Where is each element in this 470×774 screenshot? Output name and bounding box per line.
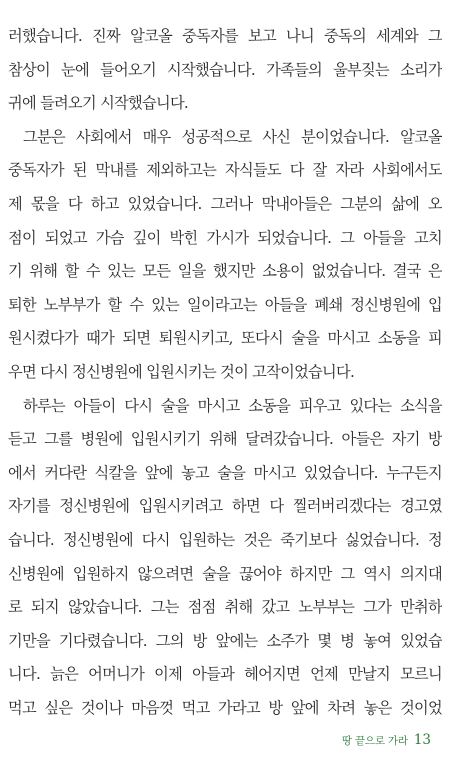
paragraph (8, 390, 442, 726)
text-line: 점이 되었고 가슴 깊이 박힌 가시가 되었습니다. 그 아들을 고치 (8, 228, 442, 247)
text-line: 중독자가 된 막내를 제외하고는 자식들도 다 잘 자라 사회에서도 (8, 161, 442, 180)
text-line: 로 되지 않았습니다. 그는 점점 취해 갔고 노부부는 그가 만취하 (8, 598, 442, 617)
text-line: 제 몫을 다 하고 있었습니다. 그러나 막내아들은 그분의 삶에 오 (8, 194, 442, 213)
text-line: 귀에 들려오기 시작했습니다. (8, 94, 189, 113)
text-line: 기만을 기다렸습니다. 그의 방 앞에는 소주가 몇 병 놓여 있었습 (8, 631, 442, 650)
text-line: 러했습니다. 진짜 알코올 중독자를 보고 나니 중독의 세계와 그 (8, 27, 442, 45)
text-line: 듣고 그를 병원에 입원시키기 위해 달려갔습니다. 아들은 자기 방 (8, 430, 442, 449)
paragraph (8, 20, 442, 121)
paragraph (8, 121, 442, 390)
text-line: 신병원에 입원하지 않으려면 술을 끊어야 하지만 그 역시 의지대 (8, 564, 442, 583)
text-line: 기 위해 할 수 있는 모든 일을 했지만 소용이 없었습니다. 결국 은 (8, 262, 442, 281)
text-line: 원시켰다가 때가 되면 퇴원시키고, 또다시 술을 마시고 소동을 피 (8, 329, 442, 348)
body-text (8, 20, 442, 725)
text-line: 에서 커다란 식칼을 앞에 놓고 술을 마시고 있었습니다. 누구든지 (8, 463, 442, 482)
page-number: 13 (413, 732, 431, 748)
text-line: 하루는 아들이 다시 술을 마시고 소동을 피우고 있다는 소식을 (23, 396, 442, 415)
text-line: 니다. 늙은 어머니가 이제 아들과 헤어지면 언제 만날지 모르니 (8, 665, 442, 684)
text-line: 그분은 사회에서 매우 성공적으로 사신 분이었습니다. 알코올 (23, 127, 442, 146)
text-line: 습니다. 정신병원에 다시 입원하는 것은 죽기보다 싫었습니다. 정 (8, 530, 442, 549)
text-line: 참상이 눈에 들어오기 시작했습니다. 가족들의 울부짖는 소리가 (8, 60, 442, 79)
running-title: 땅 끝으로 가라 (341, 735, 408, 747)
text-line: 먹고 싶은 것이나 마음껏 먹고 가라고 방 앞에 차려 놓은 것이었 (8, 698, 442, 717)
text-line: 퇴한 노부부가 할 수 있는 일이라고는 아들을 폐쇄 정신병원에 입 (8, 295, 442, 314)
text-line: 자기를 정신병원에 입원시키려고 하면 다 찔러버리겠다는 경고였 (8, 497, 442, 516)
text-line: 우면 다시 정신병원에 입원시키는 것이 고작이었습니다. (8, 362, 355, 381)
page-footer (342, 731, 431, 749)
